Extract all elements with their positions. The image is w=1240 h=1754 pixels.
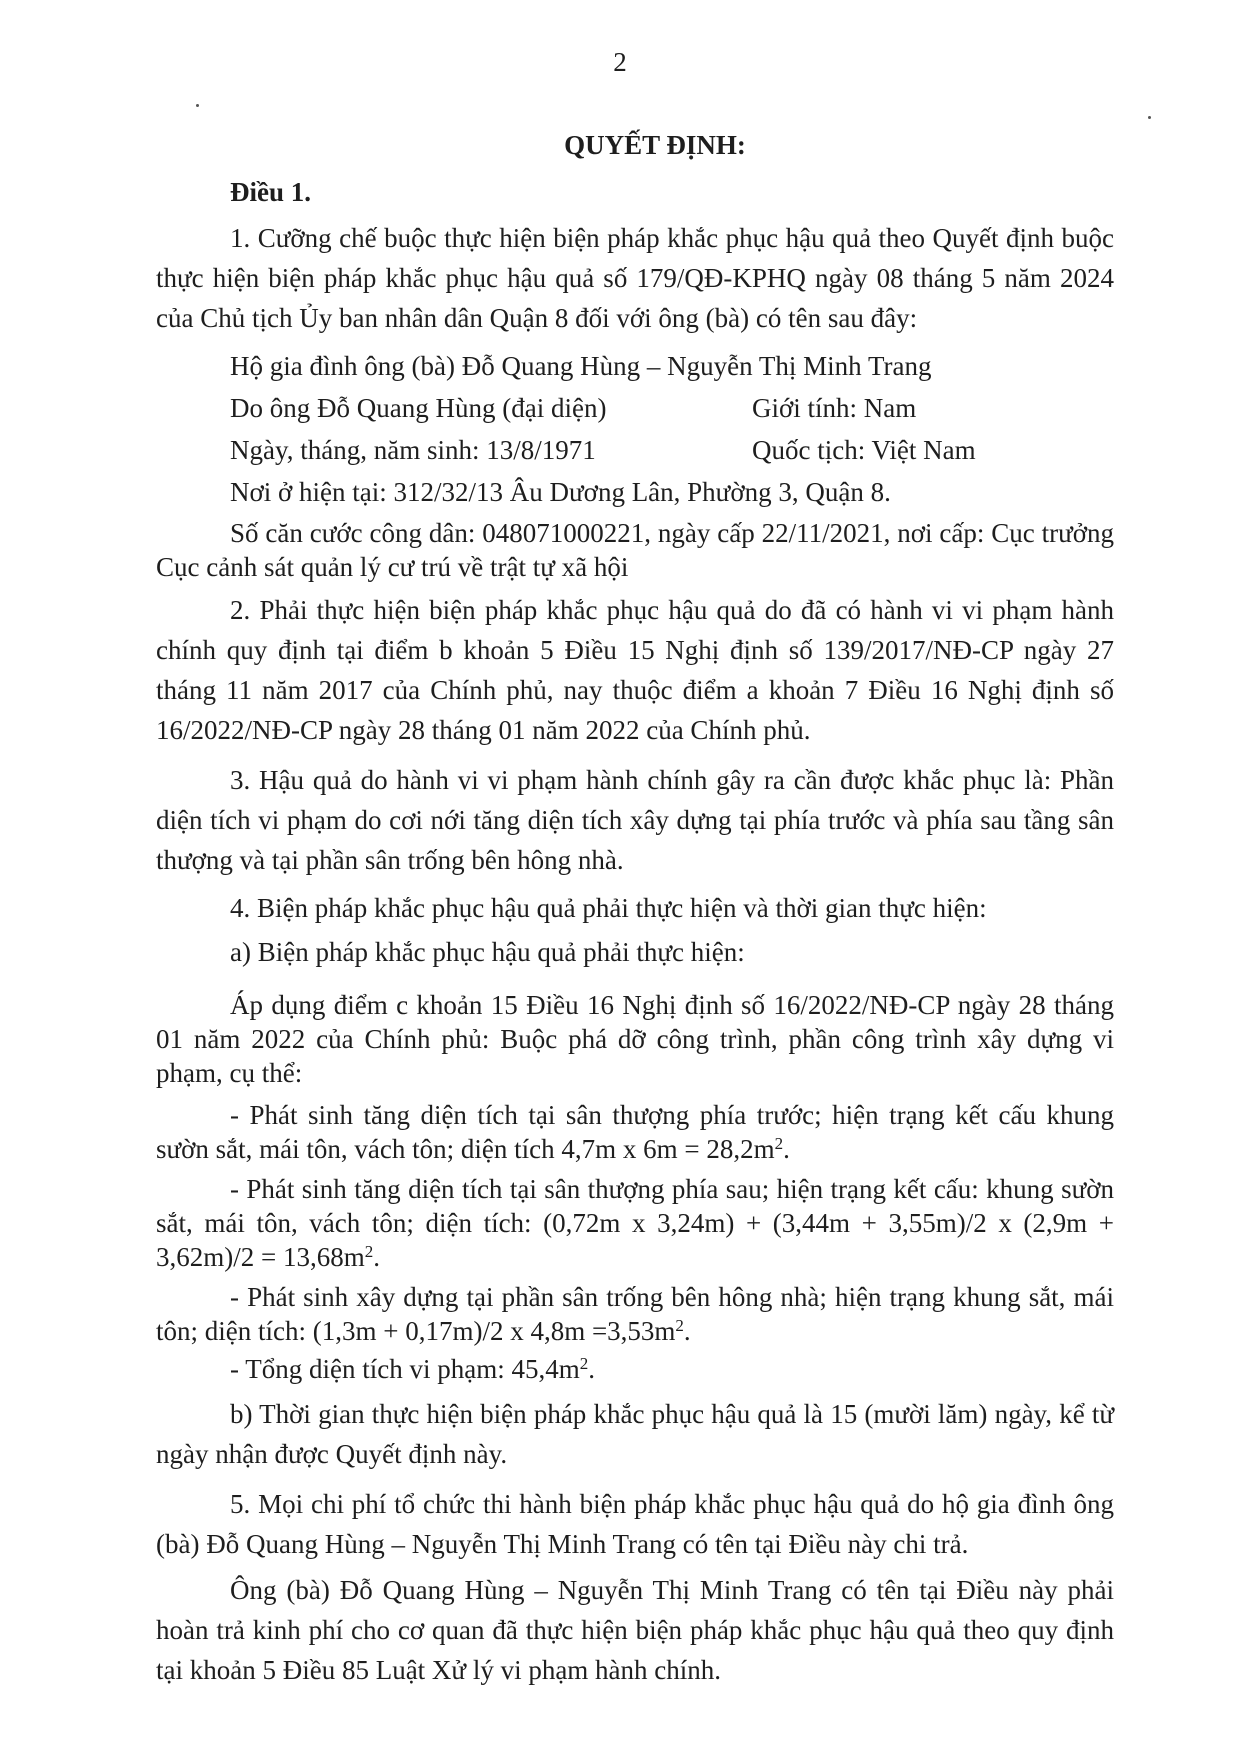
residence-address: Nơi ở hiện tại: 312/32/13 Âu Dương Lân, Phường 3, Quận 8. bbox=[230, 477, 891, 507]
superscript: 2 bbox=[774, 1134, 784, 1153]
violation-item-front-text: - Phát sinh tăng diện tích tại sân thượng phía trước; hiện trạng kết cấu khung sườn sắt, mái tôn, vách tôn; diện tích 4,7m x 6m = 28,2m bbox=[156, 1100, 1114, 1164]
violation-item-side-text: - Phát sinh xây dựng tại phần sân trống bên hông nhà; hiện trạng khung sắt, mái tôn; diện tích: (1,3m + 0,17m)/2 x 4,8m =3,53m bbox=[156, 1282, 1114, 1346]
decision-title: QUYẾT ĐỊNH: bbox=[564, 130, 746, 160]
household-name: Hộ gia đình ông (bà) Đỗ Quang Hùng – Nguyễn Thị Minh Trang bbox=[230, 351, 932, 381]
clause-1-text: 1. Cưỡng chế buộc thực hiện biện pháp khắc phục hậu quả theo Quyết định buộc thực hiện biện pháp khắc phục hậu quả số 179/QĐ-KPHQ ngày 08 tháng 5 năm 2024 của Chủ tịch Ủy ban nhân dân Quận 8 đối với ông (bà) có tên sau đây: bbox=[156, 223, 1114, 333]
gender: Giới tính: Nam bbox=[752, 393, 917, 423]
clause-4b-text: b) Thời gian thực hiện biện pháp khắc phục hậu quả là 15 (mười lăm) ngày, kể từ ngày nhận được Quyết định này. bbox=[156, 1399, 1114, 1469]
violation-item-front: - Phát sinh tăng diện tích tại sân thượng phía trước; hiện trạng kết cấu khung sườn sắt, mái tôn, vách tôn; diện tích 4,7m x $6m = 28,2m^2$. bbox=[156, 1100, 1114, 1164]
page-number: 2 bbox=[613, 47, 627, 77]
birth-date: Ngày, tháng, năm sinh: 13/8/1971 bbox=[230, 435, 596, 465]
violation-item-rear-text: - Phát sinh tăng diện tích tại sân thượng phía sau; hiện trạng kết cấu: khung sườn sắt, mái tôn, vách tôn; diện tích: (0,72m x 3,24m) + (3,44m + 3,55m)/2 x (2,9m + 3,62m)/2 = 13,68m bbox=[156, 1174, 1114, 1272]
clause-2-text: 2. Phải thực hiện biện pháp khắc phục hậu quả do đã có hành vi vi phạm hành chính quy định tại điểm b khoản 5 Điều 15 Nghị định số 139/2017/NĐ-CP ngày 27 tháng 11 năm 2017 của Chính phủ, nay thuộc điểm a khoản 7 Điều 16 Nghị định số 16/2022/NĐ-CP ngày 28 tháng 01 năm 2022 của Chính phủ. bbox=[156, 595, 1114, 745]
superscript: 2 bbox=[579, 1354, 589, 1373]
id-card-info: Số căn cước công dân: 048071000221, ngày cấp 22/11/2021, nơi cấp: Cục trưởng Cục cảnh sát quản lý cư trú về trật tự xã hội bbox=[156, 518, 1114, 582]
violation-total-text: - Tổng diện tích vi phạm: 45,4m bbox=[230, 1354, 580, 1384]
superscript: 2 bbox=[364, 1242, 374, 1261]
nationality: Quốc tịch: Việt Nam bbox=[752, 435, 976, 465]
violation-item-side: - Phát sinh xây dựng tại phần sân trống bên hông nhà; hiện trạng khung sắt, mái tôn; diện tích: (1,3m + 0,17m)/2 x $4,8m =3,53m^2$. bbox=[156, 1282, 1114, 1346]
superscript: 2 bbox=[675, 1316, 684, 1335]
article-heading: Điều 1. bbox=[230, 177, 311, 207]
clause-4a-heading: a) Biện pháp khắc phục hậu quả phải thực hiện: bbox=[230, 937, 745, 967]
violation-total: - Tổng diện tích vi phạm: $45,4m^2$. bbox=[230, 1354, 595, 1384]
reimbursement-text: Ông (bà) Đỗ Quang Hùng – Nguyễn Thị Minh Trang có tên tại Điều này phải hoàn trả kinh phí cho cơ quan đã thực hiện biện pháp khắc phục hậu quả theo quy định tại khoản 5 Điều 85 Luật Xử lý vi phạm hành chính. bbox=[156, 1575, 1114, 1685]
scan-speck bbox=[196, 104, 199, 107]
violation-item-rear: - Phát sinh tăng diện tích tại sân thượng phía sau; hiện trạng kết cấu: khung sườn sắt, mái tôn, vách tôn; diện tích: (0,72m x 3,24m) + (3,44m + 3,55m)/2 x $(2,9m + 3,62m)/2 = 13,68m^2$. bbox=[156, 1174, 1114, 1272]
clause-4a-basis: Áp dụng điểm c khoản 15 Điều 16 Nghị định số 16/2022/NĐ-CP ngày 28 tháng 01 năm 2022 của Chính phủ: Buộc phá dỡ công trình, phần công trình xây dựng vi phạm, cụ thể: bbox=[156, 990, 1114, 1088]
clause-4-heading: 4. Biện pháp khắc phục hậu quả phải thực hiện và thời gian thực hiện: bbox=[230, 893, 987, 923]
representative: Do ông Đỗ Quang Hùng (đại diện) bbox=[230, 393, 607, 423]
clause-5-text: 5. Mọi chi phí tổ chức thi hành biện pháp khắc phục hậu quả do hộ gia đình ông (bà) Đỗ Quang Hùng – Nguyễn Thị Minh Trang có tên tại Điều này chi trả. bbox=[156, 1489, 1114, 1559]
clause-3-text: 3. Hậu quả do hành vi vi phạm hành chính gây ra cần được khắc phục là: Phần diện tích vi phạm do cơi nới tăng diện tích xây dựng tại phía trước và phía sau tầng sân thượng và tại phần sân trống bên hông nhà. bbox=[156, 765, 1114, 875]
scan-speck bbox=[1148, 116, 1151, 119]
